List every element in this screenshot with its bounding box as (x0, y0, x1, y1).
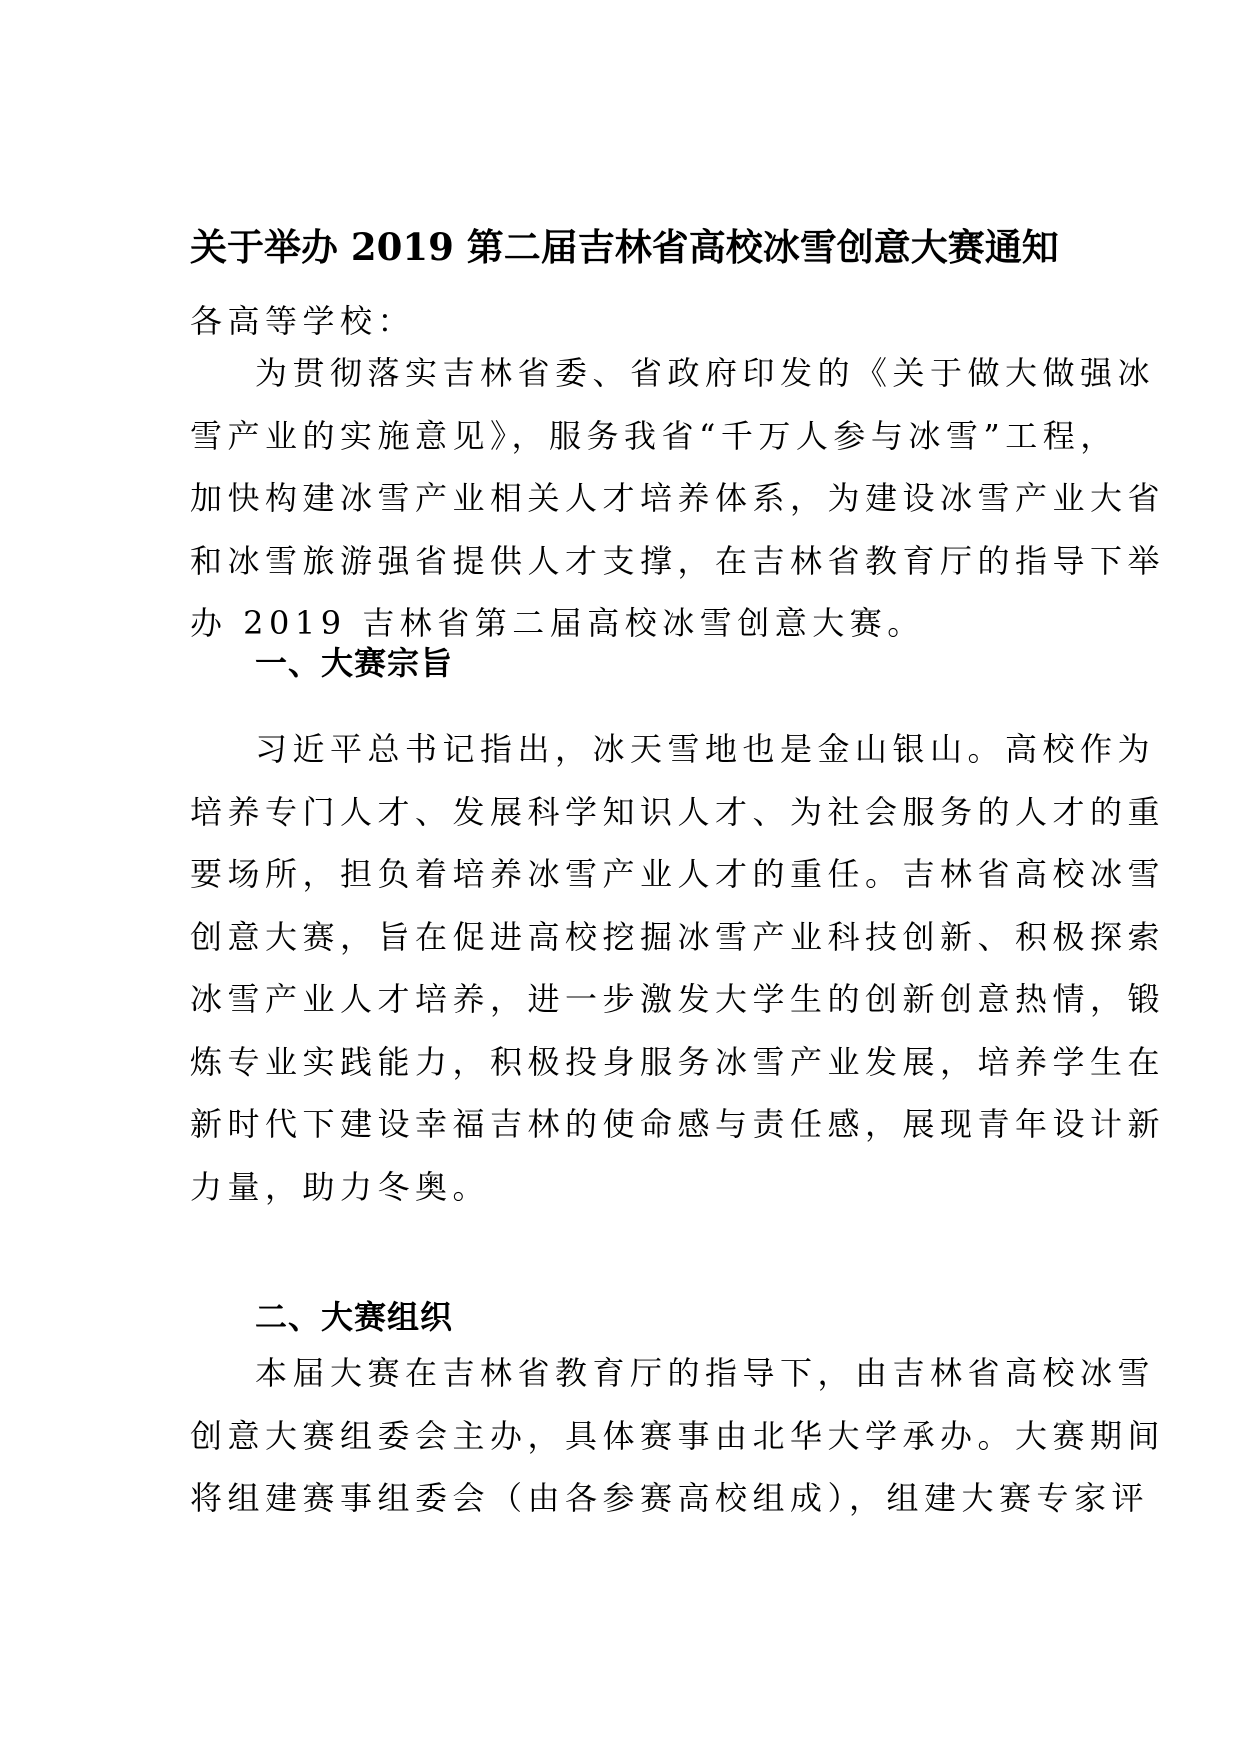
section-heading-purpose: 一、大赛宗旨 (255, 644, 454, 682)
paragraph-line: 要场所，担负着培养冰雪产业人才的重任。吉林省高校冰雪 (190, 855, 1166, 893)
paragraph-line: 将组建赛事组委会（由各参赛高校组成），组建大赛专家评 (190, 1479, 1150, 1517)
paragraph-line: 培养专门人才、发展科学知识人才、为社会服务的人才的重 (190, 792, 1166, 831)
paragraph-line: 和冰雪旅游强省提供人才支撑，在吉林省教育厅的指导下举 (190, 541, 1166, 580)
paragraph-line: 创意大赛，旨在促进高校挖掘冰雪产业科技创新、积极探索 (190, 917, 1166, 956)
paragraph-line: 本届大赛在吉林省教育厅的指导下，由吉林省高校冰雪 (255, 1354, 1156, 1392)
purpose-paragraph (190, 718, 1166, 1218)
paragraph-line: 办 2019 吉林省第二届高校冰雪创意大赛。 (190, 604, 925, 642)
section-heading-organization: 二、大赛组织 (255, 1298, 454, 1336)
paragraph-line: 为贯彻落实吉林省委、省政府印发的《关于做大做强冰 (255, 354, 1156, 392)
paragraph-line: 新时代下建设幸福吉林的使命感与责任感，展现青年设计新 (190, 1105, 1166, 1143)
organization-paragraph (190, 1342, 1166, 1530)
paragraph-line: 炼专业实践能力，积极投身服务冰雪产业发展，培养学生在 (190, 1042, 1166, 1081)
paragraph-line: 力量，助力冬奥。 (190, 1167, 491, 1206)
paragraph-line: 冰雪产业人才培养，进一步激发大学生的创新创意热情，锻 (190, 980, 1166, 1018)
paragraph-line: 创意大赛组委会主办，具体赛事由北华大学承办。大赛期间 (190, 1416, 1166, 1455)
paragraph-line: 雪产业的实施意见》，服务我省“千万人参与冰雪”工程， (190, 416, 1118, 455)
salutation-line: 各高等学校： (190, 302, 416, 340)
intro-paragraph (190, 342, 1166, 655)
paragraph-line: 习近平总书记指出，冰天雪地也是金山银山。高校作为 (255, 730, 1156, 768)
paragraph-line: 加快构建冰雪产业相关人才培养体系，为建设冰雪产业大省 (190, 479, 1166, 517)
document-title: 关于举办 2019 第二届吉林省高校冰雪创意大赛通知 (190, 225, 1059, 269)
